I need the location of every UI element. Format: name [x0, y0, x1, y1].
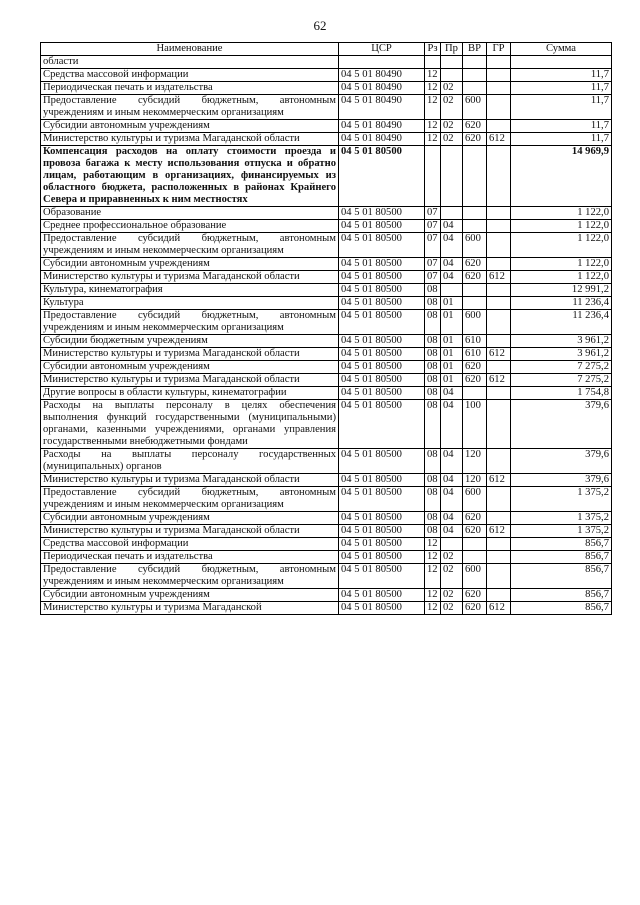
- cell-sum: 856,7: [511, 551, 612, 564]
- cell-sum: 1 375,2: [511, 512, 612, 525]
- cell-pr: [441, 146, 463, 207]
- cell-code: 04 5 01 80490: [339, 133, 425, 146]
- cell-rz: 07: [425, 258, 441, 271]
- table-row: [41, 220, 612, 233]
- cell-code: 04 5 01 80500: [339, 310, 425, 335]
- table-row: [41, 120, 612, 133]
- cell-rz: 07: [425, 271, 441, 284]
- cell-sum: 1 754,8: [511, 387, 612, 400]
- cell-name: Субсидии бюджетным учреждениям: [41, 335, 339, 348]
- cell-rz: 08: [425, 487, 441, 512]
- cell-vr: 620: [463, 120, 487, 133]
- table-row: [41, 146, 612, 207]
- table-row: [41, 589, 612, 602]
- cell-code: 04 5 01 80500: [339, 220, 425, 233]
- cell-vr: 120: [463, 474, 487, 487]
- cell-pr: 02: [441, 551, 463, 564]
- cell-rz: 07: [425, 220, 441, 233]
- cell-pr: 02: [441, 120, 463, 133]
- cell-gr: [487, 487, 511, 512]
- cell-vr: 600: [463, 233, 487, 258]
- cell-gr: [487, 387, 511, 400]
- cell-name: Субсидии автономным учреждениям: [41, 589, 339, 602]
- table-row: [41, 69, 612, 82]
- cell-pr: 04: [441, 474, 463, 487]
- cell-pr: 04: [441, 271, 463, 284]
- cell-vr: 620: [463, 271, 487, 284]
- cell-pr: 01: [441, 361, 463, 374]
- cell-rz: 08: [425, 297, 441, 310]
- cell-rz: 08: [425, 374, 441, 387]
- cell-code: 04 5 01 80490: [339, 82, 425, 95]
- cell-name: Министерство культуры и туризма Магаданской области: [41, 271, 339, 284]
- header-gr: ГР: [487, 43, 511, 56]
- cell-code: 04 5 01 80500: [339, 525, 425, 538]
- table-body: [41, 56, 612, 615]
- cell-pr: 02: [441, 589, 463, 602]
- cell-name: Компенсация расходов на оплату стоимости проезда и провоза багажа к месту использования отпуска и обратно лицам, работающим в организациях, финансируемых из областного бюджета, расположенных в районах Крайнего Севера и приравненных к ним местностях: [41, 146, 339, 207]
- cell-gr: [487, 56, 511, 69]
- table-row: [41, 361, 612, 374]
- cell-sum: 11,7: [511, 69, 612, 82]
- cell-sum: 856,7: [511, 538, 612, 551]
- cell-name: Министерство культуры и туризма Магаданской области: [41, 348, 339, 361]
- cell-gr: 612: [487, 348, 511, 361]
- cell-gr: [487, 120, 511, 133]
- cell-sum: 856,7: [511, 589, 612, 602]
- cell-vr: 620: [463, 602, 487, 615]
- cell-code: 04 5 01 80500: [339, 512, 425, 525]
- cell-sum: 1 375,2: [511, 525, 612, 538]
- page-number: 62: [313, 18, 327, 33]
- cell-pr: 02: [441, 95, 463, 120]
- cell-vr: 600: [463, 95, 487, 120]
- header-row: [41, 43, 612, 56]
- cell-gr: [487, 146, 511, 207]
- cell-sum: 379,6: [511, 400, 612, 449]
- cell-pr: 01: [441, 348, 463, 361]
- cell-gr: [487, 512, 511, 525]
- cell-vr: [463, 146, 487, 207]
- cell-gr: [487, 207, 511, 220]
- cell-sum: 1 122,0: [511, 271, 612, 284]
- cell-code: 04 5 01 80500: [339, 297, 425, 310]
- cell-gr: [487, 284, 511, 297]
- cell-vr: 620: [463, 133, 487, 146]
- cell-sum: 1 122,0: [511, 258, 612, 271]
- cell-name: Предоставление субсидий бюджетным, автономным учреждениям и иным некоммерческим организациям: [41, 95, 339, 120]
- budget-table: [40, 42, 612, 615]
- cell-vr: [463, 56, 487, 69]
- table-row: [41, 602, 612, 615]
- table-row: [41, 233, 612, 258]
- header-sum: Сумма: [511, 43, 612, 56]
- cell-code: 04 5 01 80500: [339, 146, 425, 207]
- cell-vr: [463, 387, 487, 400]
- cell-rz: 08: [425, 400, 441, 449]
- cell-name: Другие вопросы в области культуры, кинематографии: [41, 387, 339, 400]
- table-row: [41, 56, 612, 69]
- cell-name: Министерство культуры и туризма Магаданской области: [41, 374, 339, 387]
- cell-code: 04 5 01 80500: [339, 551, 425, 564]
- header-pr: Пр: [441, 43, 463, 56]
- cell-vr: [463, 284, 487, 297]
- cell-name: Средства массовой информации: [41, 69, 339, 82]
- cell-code: 04 5 01 80500: [339, 400, 425, 449]
- cell-pr: 04: [441, 387, 463, 400]
- cell-code: 04 5 01 80500: [339, 487, 425, 512]
- cell-vr: 610: [463, 348, 487, 361]
- cell-pr: 04: [441, 220, 463, 233]
- cell-rz: 12: [425, 538, 441, 551]
- cell-sum: 12 991,2: [511, 284, 612, 297]
- cell-rz: 12: [425, 69, 441, 82]
- cell-code: 04 5 01 80500: [339, 474, 425, 487]
- cell-name: Министерство культуры и туризма Магаданской: [41, 602, 339, 615]
- cell-vr: [463, 551, 487, 564]
- cell-pr: 04: [441, 449, 463, 474]
- table-row: [41, 335, 612, 348]
- cell-rz: 12: [425, 82, 441, 95]
- cell-sum: 3 961,2: [511, 348, 612, 361]
- cell-rz: 12: [425, 551, 441, 564]
- cell-pr: 04: [441, 400, 463, 449]
- cell-name: Субсидии автономным учреждениям: [41, 120, 339, 133]
- cell-code: 04 5 01 80500: [339, 387, 425, 400]
- cell-sum: [511, 56, 612, 69]
- cell-code: 04 5 01 80500: [339, 361, 425, 374]
- cell-pr: 01: [441, 310, 463, 335]
- cell-sum: 11,7: [511, 95, 612, 120]
- cell-sum: 856,7: [511, 602, 612, 615]
- cell-rz: 08: [425, 310, 441, 335]
- cell-pr: 04: [441, 512, 463, 525]
- cell-code: 04 5 01 80500: [339, 233, 425, 258]
- table-row: [41, 525, 612, 538]
- cell-code: 04 5 01 80500: [339, 284, 425, 297]
- cell-name: Предоставление субсидий бюджетным, автономным учреждениям и иным некоммерческим организациям: [41, 233, 339, 258]
- cell-name: Расходы на выплаты персоналу государственных (муниципальных) органов: [41, 449, 339, 474]
- cell-rz: 12: [425, 95, 441, 120]
- cell-name: Образование: [41, 207, 339, 220]
- cell-gr: [487, 233, 511, 258]
- cell-rz: 07: [425, 233, 441, 258]
- table-row: [41, 487, 612, 512]
- cell-gr: 612: [487, 374, 511, 387]
- cell-rz: 08: [425, 284, 441, 297]
- cell-gr: [487, 551, 511, 564]
- cell-sum: 379,6: [511, 449, 612, 474]
- cell-pr: 02: [441, 82, 463, 95]
- cell-pr: [441, 56, 463, 69]
- cell-code: 04 5 01 80500: [339, 335, 425, 348]
- cell-name: Министерство культуры и туризма Магаданской области: [41, 474, 339, 487]
- cell-gr: [487, 400, 511, 449]
- cell-rz: 07: [425, 207, 441, 220]
- cell-vr: [463, 207, 487, 220]
- cell-vr: 100: [463, 400, 487, 449]
- cell-sum: 11 236,4: [511, 297, 612, 310]
- cell-name: Культура: [41, 297, 339, 310]
- table-row: [41, 95, 612, 120]
- cell-sum: 11,7: [511, 82, 612, 95]
- cell-rz: [425, 56, 441, 69]
- cell-gr: 612: [487, 602, 511, 615]
- table-row: [41, 297, 612, 310]
- cell-rz: 08: [425, 525, 441, 538]
- cell-pr: 04: [441, 525, 463, 538]
- cell-gr: [487, 589, 511, 602]
- cell-pr: 01: [441, 297, 463, 310]
- cell-pr: 04: [441, 258, 463, 271]
- cell-name: Периодическая печать и издательства: [41, 551, 339, 564]
- cell-gr: [487, 538, 511, 551]
- cell-gr: 612: [487, 525, 511, 538]
- cell-sum: 1 375,2: [511, 487, 612, 512]
- cell-name: Предоставление субсидий бюджетным, автономным учреждениям и иным некоммерческим организациям: [41, 487, 339, 512]
- cell-pr: 04: [441, 487, 463, 512]
- cell-code: 04 5 01 80500: [339, 374, 425, 387]
- cell-gr: [487, 69, 511, 82]
- cell-rz: 08: [425, 474, 441, 487]
- cell-code: 04 5 01 80500: [339, 538, 425, 551]
- cell-name: Расходы на выплаты персоналу в целях обеспечения выполнения функций государственными (муниципальными) органами, казенными учреждениями, органами управления государственными внебюджетными фондами: [41, 400, 339, 449]
- cell-vr: [463, 82, 487, 95]
- cell-name: Субсидии автономным учреждениям: [41, 361, 339, 374]
- cell-vr: 600: [463, 487, 487, 512]
- cell-pr: 04: [441, 233, 463, 258]
- cell-name: области: [41, 56, 339, 69]
- table-row: [41, 310, 612, 335]
- cell-rz: 08: [425, 387, 441, 400]
- cell-gr: [487, 361, 511, 374]
- cell-vr: 620: [463, 589, 487, 602]
- cell-rz: 12: [425, 133, 441, 146]
- cell-pr: 02: [441, 564, 463, 589]
- cell-code: 04 5 01 80500: [339, 258, 425, 271]
- cell-code: 04 5 01 80500: [339, 449, 425, 474]
- cell-gr: 612: [487, 271, 511, 284]
- cell-pr: [441, 69, 463, 82]
- cell-vr: [463, 220, 487, 233]
- table-row: [41, 449, 612, 474]
- table-row: [41, 564, 612, 589]
- cell-name: Культура, кинематография: [41, 284, 339, 297]
- cell-pr: [441, 207, 463, 220]
- header-code: ЦСР: [339, 43, 425, 56]
- cell-vr: 620: [463, 258, 487, 271]
- table-row: [41, 207, 612, 220]
- table-row: [41, 551, 612, 564]
- cell-sum: 1 122,0: [511, 207, 612, 220]
- cell-sum: 11,7: [511, 133, 612, 146]
- table-row: [41, 258, 612, 271]
- cell-rz: 12: [425, 120, 441, 133]
- cell-gr: [487, 258, 511, 271]
- cell-name: Субсидии автономным учреждениям: [41, 258, 339, 271]
- header-rz: Рз: [425, 43, 441, 56]
- cell-sum: 1 122,0: [511, 220, 612, 233]
- table-row: [41, 348, 612, 361]
- cell-name: Предоставление субсидий бюджетным, автономным учреждениям и иным некоммерческим организациям: [41, 564, 339, 589]
- cell-gr: [487, 220, 511, 233]
- cell-name: Среднее профессиональное образование: [41, 220, 339, 233]
- cell-gr: [487, 310, 511, 335]
- table-row: [41, 82, 612, 95]
- cell-vr: 610: [463, 335, 487, 348]
- cell-sum: 11 236,4: [511, 310, 612, 335]
- cell-gr: [487, 335, 511, 348]
- cell-rz: 08: [425, 348, 441, 361]
- table-row: [41, 271, 612, 284]
- cell-pr: 01: [441, 335, 463, 348]
- cell-name: Предоставление субсидий бюджетным, автономным учреждениям и иным некоммерческим организациям: [41, 310, 339, 335]
- table-row: [41, 133, 612, 146]
- cell-code: 04 5 01 80490: [339, 120, 425, 133]
- cell-name: Министерство культуры и туризма Магаданской области: [41, 525, 339, 538]
- cell-sum: 3 961,2: [511, 335, 612, 348]
- cell-pr: 02: [441, 133, 463, 146]
- cell-sum: 11,7: [511, 120, 612, 133]
- cell-code: 04 5 01 80500: [339, 207, 425, 220]
- cell-code: 04 5 01 80500: [339, 589, 425, 602]
- cell-pr: 01: [441, 374, 463, 387]
- cell-gr: [487, 297, 511, 310]
- header-vr: ВР: [463, 43, 487, 56]
- cell-rz: 12: [425, 589, 441, 602]
- table-row: [41, 387, 612, 400]
- cell-rz: [425, 146, 441, 207]
- cell-gr: [487, 449, 511, 474]
- cell-gr: [487, 95, 511, 120]
- cell-sum: 14 969,9: [511, 146, 612, 207]
- cell-vr: [463, 297, 487, 310]
- cell-vr: 620: [463, 374, 487, 387]
- table-row: [41, 512, 612, 525]
- cell-vr: 620: [463, 361, 487, 374]
- cell-code: 04 5 01 80500: [339, 602, 425, 615]
- cell-pr: [441, 538, 463, 551]
- table-row: [41, 284, 612, 297]
- cell-code: [339, 56, 425, 69]
- cell-name: Субсидии автономным учреждениям: [41, 512, 339, 525]
- cell-sum: 7 275,2: [511, 361, 612, 374]
- cell-rz: 08: [425, 335, 441, 348]
- cell-rz: 12: [425, 564, 441, 589]
- header-name: Наименование: [41, 43, 339, 56]
- cell-vr: [463, 538, 487, 551]
- table-row: [41, 400, 612, 449]
- cell-vr: [463, 69, 487, 82]
- cell-gr: 612: [487, 474, 511, 487]
- cell-name: Министерство культуры и туризма Магаданской области: [41, 133, 339, 146]
- cell-code: 04 5 01 80500: [339, 271, 425, 284]
- cell-sum: 7 275,2: [511, 374, 612, 387]
- cell-vr: 600: [463, 310, 487, 335]
- cell-vr: 120: [463, 449, 487, 474]
- cell-code: 04 5 01 80500: [339, 348, 425, 361]
- cell-rz: 08: [425, 361, 441, 374]
- cell-rz: 12: [425, 602, 441, 615]
- cell-vr: 620: [463, 525, 487, 538]
- cell-vr: 620: [463, 512, 487, 525]
- cell-code: 04 5 01 80490: [339, 69, 425, 82]
- cell-gr: 612: [487, 133, 511, 146]
- cell-vr: 600: [463, 564, 487, 589]
- cell-code: 04 5 01 80500: [339, 564, 425, 589]
- table-row: [41, 538, 612, 551]
- table-row: [41, 474, 612, 487]
- cell-sum: 379,6: [511, 474, 612, 487]
- cell-name: Периодическая печать и издательства: [41, 82, 339, 95]
- cell-code: 04 5 01 80490: [339, 95, 425, 120]
- cell-pr: 02: [441, 602, 463, 615]
- cell-rz: 08: [425, 512, 441, 525]
- cell-pr: [441, 284, 463, 297]
- cell-gr: [487, 564, 511, 589]
- cell-rz: 08: [425, 449, 441, 474]
- cell-gr: [487, 82, 511, 95]
- cell-sum: 856,7: [511, 564, 612, 589]
- cell-name: Средства массовой информации: [41, 538, 339, 551]
- cell-sum: 1 122,0: [511, 233, 612, 258]
- table-row: [41, 374, 612, 387]
